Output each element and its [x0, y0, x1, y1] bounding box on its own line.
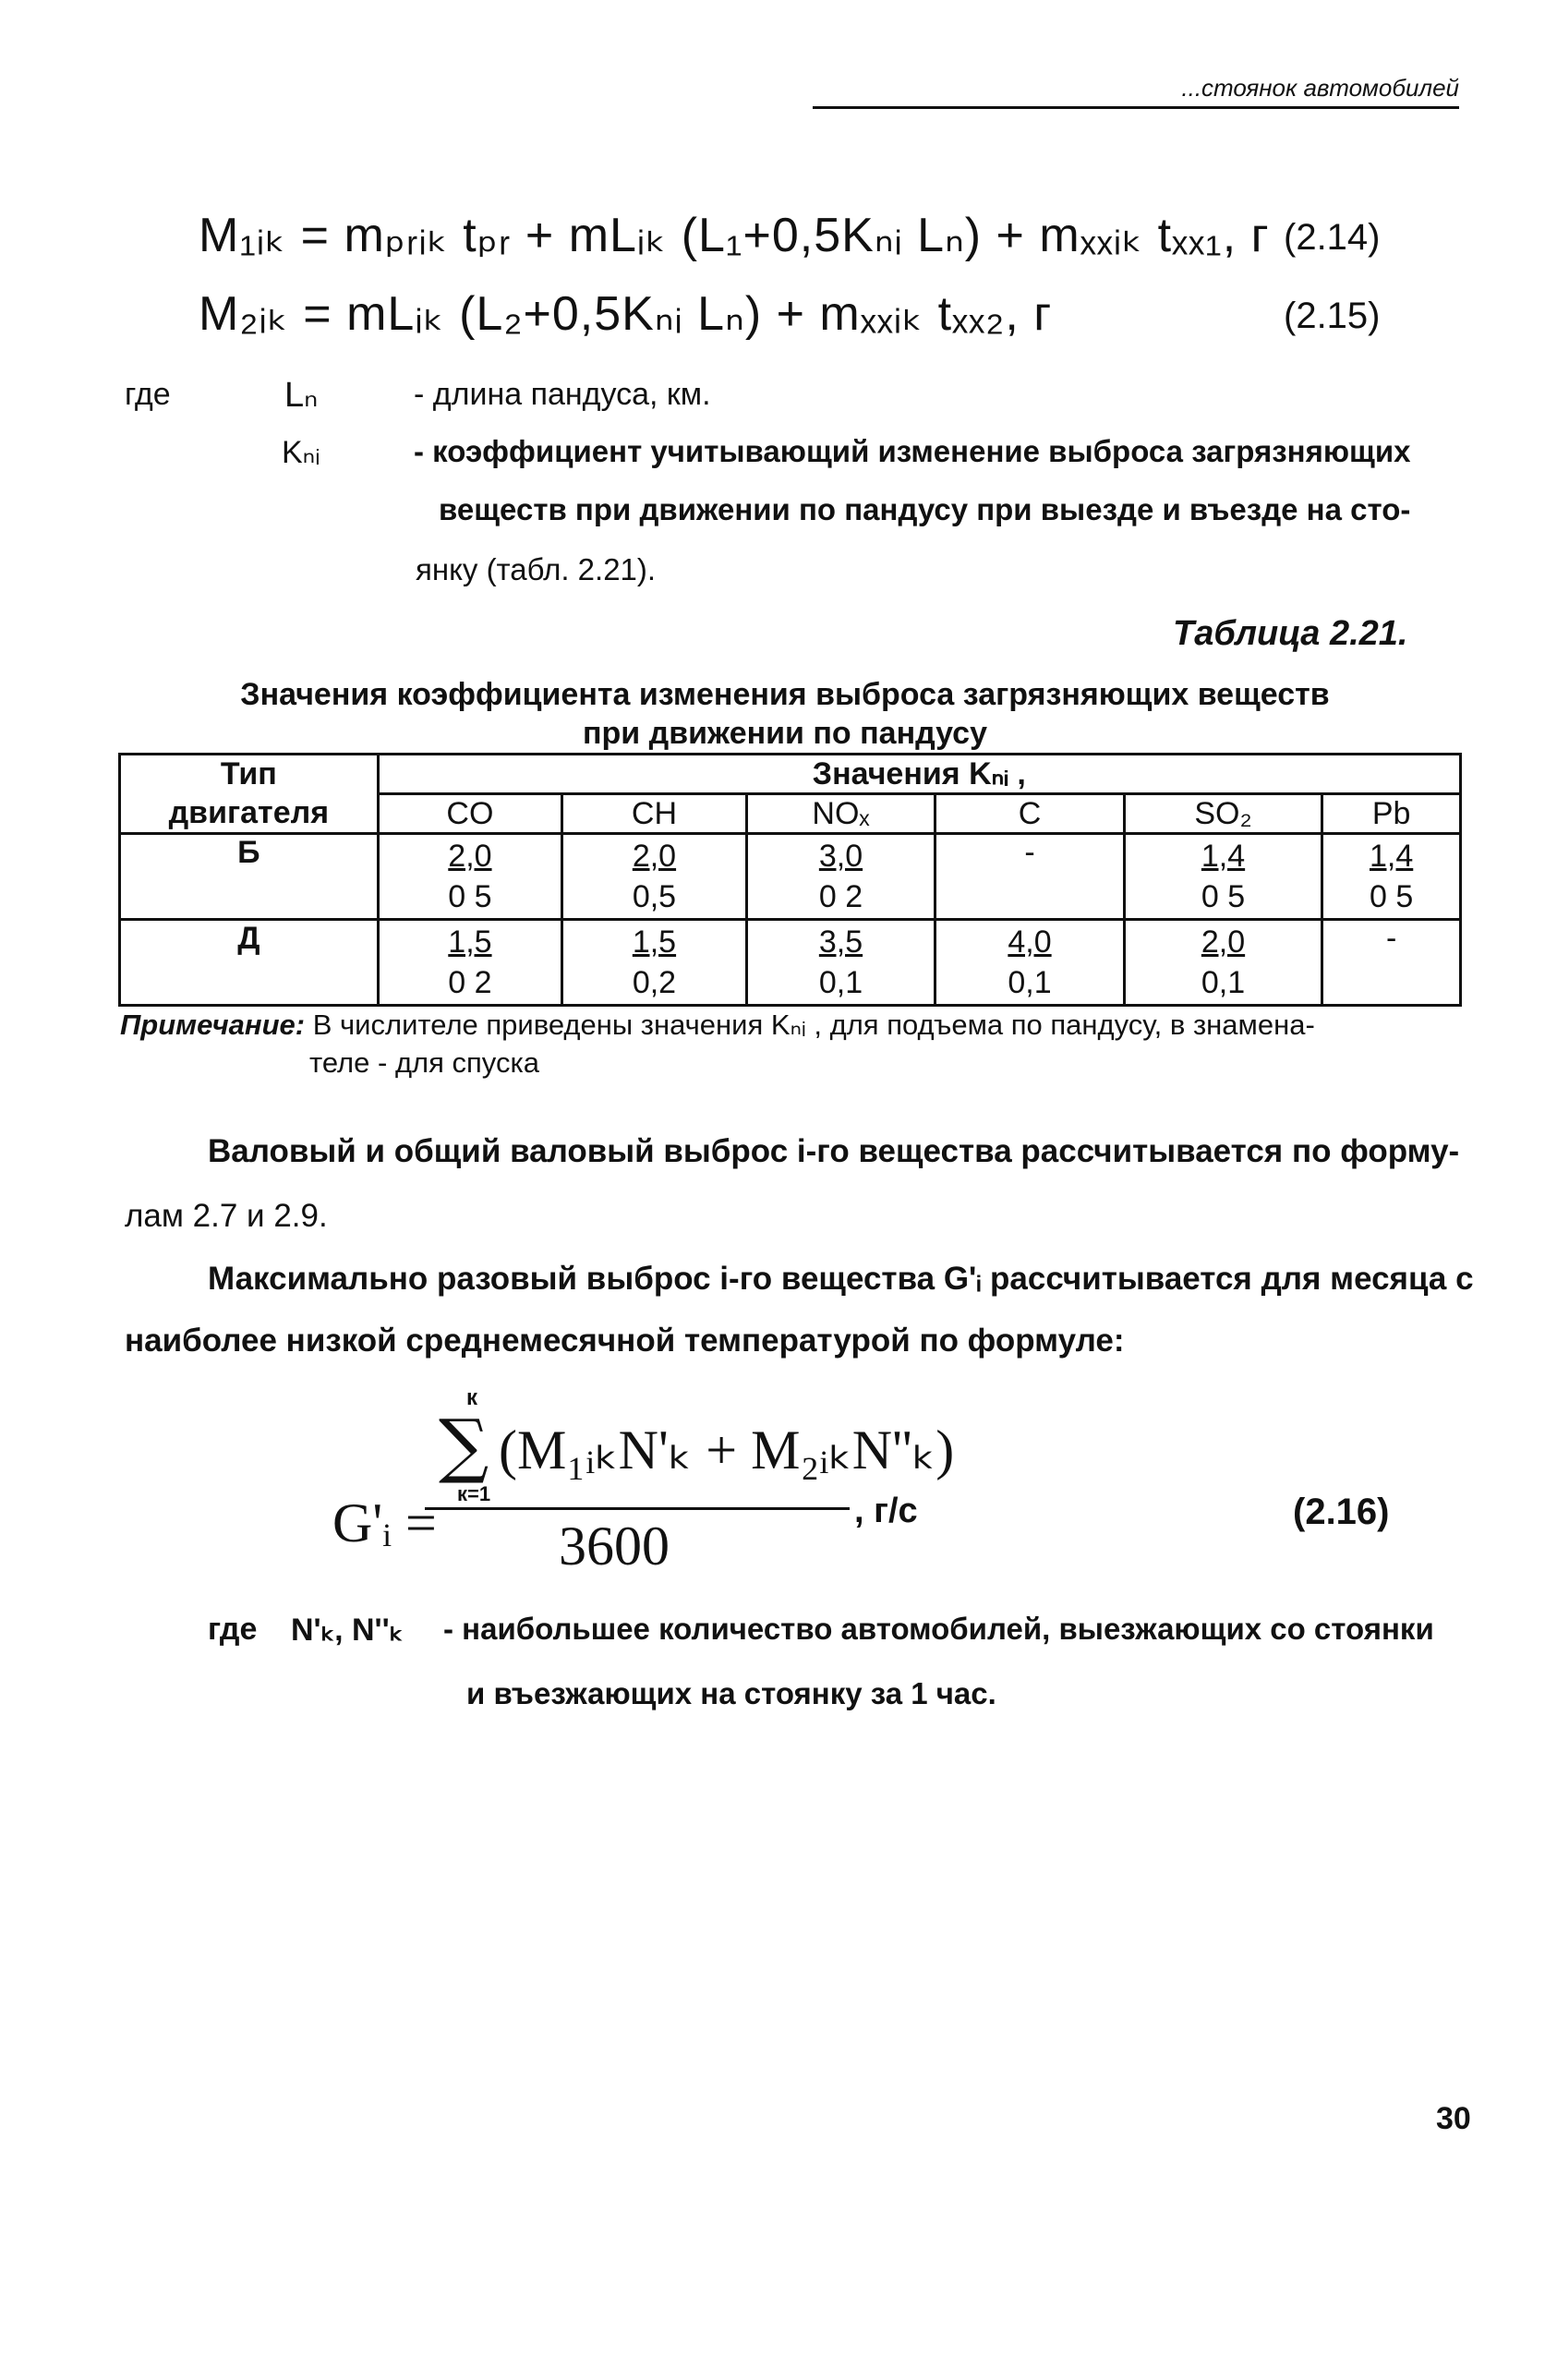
def-symbol-kni: Kₙᵢ — [282, 435, 320, 470]
table-cell — [562, 920, 747, 1006]
cell-den: 0,5 — [632, 879, 677, 914]
equation-number-2-14: (2.14) — [1284, 217, 1381, 258]
table-cell: - — [935, 834, 1125, 920]
sum-lower-limit: к=1 — [457, 1482, 491, 1505]
cell-num: 1,4 — [1370, 839, 1414, 874]
cell-num: 2,0 — [632, 839, 677, 874]
cell-den: 0 5 — [448, 879, 492, 914]
def-text-ln: - длина пандуса, км. — [414, 377, 711, 412]
head-values: Значения Kₙᵢ , — [378, 755, 1460, 794]
cell-num: 1,5 — [448, 924, 492, 960]
equation-number-2-15: (2.15) — [1284, 296, 1381, 336]
table-cell — [1124, 920, 1322, 1006]
row-type: Б — [120, 834, 379, 920]
cell-den: 0,1 — [818, 965, 863, 1000]
table-cell — [1322, 834, 1461, 920]
cell-num: 1,4 — [1201, 839, 1246, 874]
note-line1 — [120, 1009, 1315, 1042]
note-line2: теле - для спуска — [309, 1046, 539, 1079]
table-row — [120, 920, 1461, 1006]
table-cell — [746, 920, 935, 1006]
table-row — [120, 834, 1461, 920]
final-where-label: где — [208, 1612, 258, 1647]
final-def-symbol: N'ₖ, N''ₖ — [291, 1613, 404, 1648]
col-header: NOₓ — [746, 794, 935, 834]
table-cell — [746, 834, 935, 920]
equation-number-2-16: (2.16) — [1293, 1492, 1390, 1532]
cell-den: 0,2 — [632, 965, 677, 1000]
def-text-kni-line2: веществ при движении по пандусу при выезде и въезде на сто- — [439, 492, 1411, 526]
row-type: Д — [120, 920, 379, 1006]
sum-sign-icon: ∑ — [439, 1404, 489, 1486]
running-header: ...стоянок автомобилей — [813, 74, 1459, 109]
equation-2-14: M₁ᵢₖ = mₚᵣᵢₖ tₚᵣ + mLᵢₖ (L₁+0,5Kₙᵢ Lₙ) + mₓₓᵢₖ tₓₓ₁, г — [199, 209, 1270, 262]
def-text-kni-line3: янку (табл. 2.21). — [416, 552, 657, 586]
col-header: CH — [562, 794, 747, 834]
col-header: Pb — [1322, 794, 1461, 834]
cell-den: 0 2 — [448, 965, 492, 1000]
formula-lhs: G'ᵢ = — [332, 1492, 437, 1553]
sum-upper-limit: к — [466, 1385, 478, 1410]
table-cell — [935, 920, 1125, 1006]
paragraph-1-line1: Валовый и общий валовый выброс i-го вещества рассчитывается по форму- — [208, 1133, 1460, 1169]
cell-den: 0,1 — [1201, 965, 1246, 1000]
table-caption: Таблица 2.21. — [1173, 614, 1408, 653]
cell-den: 0 5 — [1201, 879, 1246, 914]
formula-unit: , г/с — [854, 1492, 918, 1530]
table-title-line1: Значения коэффициента изменения выброса загрязняющих веществ — [240, 677, 1330, 712]
table-cell — [562, 834, 747, 920]
paragraph-1-line2: лам 2.7 и 2.9. — [125, 1198, 328, 1234]
paragraph-2-line2: наиболее низкой среднемесячной температурой по формуле: — [125, 1323, 1125, 1359]
table-cell — [1124, 834, 1322, 920]
cell-num: 2,0 — [448, 839, 492, 874]
cell-den: 0,1 — [1008, 965, 1052, 1000]
cell-den: 0 2 — [818, 879, 863, 914]
def-text-kni-line1: - коэффициент учитывающий изменение выброса загрязняющих — [414, 434, 1411, 468]
cell-num: 4,0 — [1008, 924, 1052, 960]
table-cell — [378, 920, 562, 1006]
cell-den: 0 5 — [1370, 879, 1414, 914]
page-number: 30 — [1436, 2101, 1471, 2136]
coefficient-table — [118, 753, 1462, 1007]
table-title-line2: при движении по пандусу — [583, 716, 987, 751]
head-type-2: двигателя — [120, 794, 379, 834]
where-label: где — [125, 377, 171, 412]
table-cell: - — [1322, 920, 1461, 1006]
paragraph-2-line1: Максимально разовый выброс i-го вещества G'ᵢ рассчитывается для месяца с — [208, 1261, 1474, 1297]
formula-numerator: (M₁ᵢₖN'ₖ + M₂ᵢₖN''ₖ) — [499, 1420, 955, 1480]
fraction-bar — [425, 1507, 850, 1510]
col-header: CO — [378, 794, 562, 834]
formula-denominator: 3600 — [559, 1516, 670, 1577]
col-header: SO₂ — [1124, 794, 1322, 834]
table-cell — [378, 834, 562, 920]
equation-2-15: M₂ᵢₖ = mLᵢₖ (L₂+0,5Kₙᵢ Lₙ) + mₓₓᵢₖ tₓₓ₂, г — [199, 287, 1053, 341]
note-label: Примечание: — [120, 1009, 306, 1041]
cell-num: 3,5 — [818, 924, 863, 960]
col-header: C — [935, 794, 1125, 834]
note-text-1: В числителе приведены значения Kₙᵢ , для подъема по пандусу, в знамена- — [312, 1009, 1315, 1041]
final-def-line1: - наибольшее количество автомобилей, выезжающих со стоянки — [443, 1612, 1434, 1646]
cell-num: 2,0 — [1201, 924, 1246, 960]
def-symbol-ln: Lₙ — [284, 376, 319, 415]
head-type-1: Тип — [120, 755, 379, 794]
final-def-line2: и въезжающих на стоянку за 1 час. — [466, 1676, 996, 1710]
cell-num: 3,0 — [818, 839, 863, 874]
cell-num: 1,5 — [632, 924, 677, 960]
